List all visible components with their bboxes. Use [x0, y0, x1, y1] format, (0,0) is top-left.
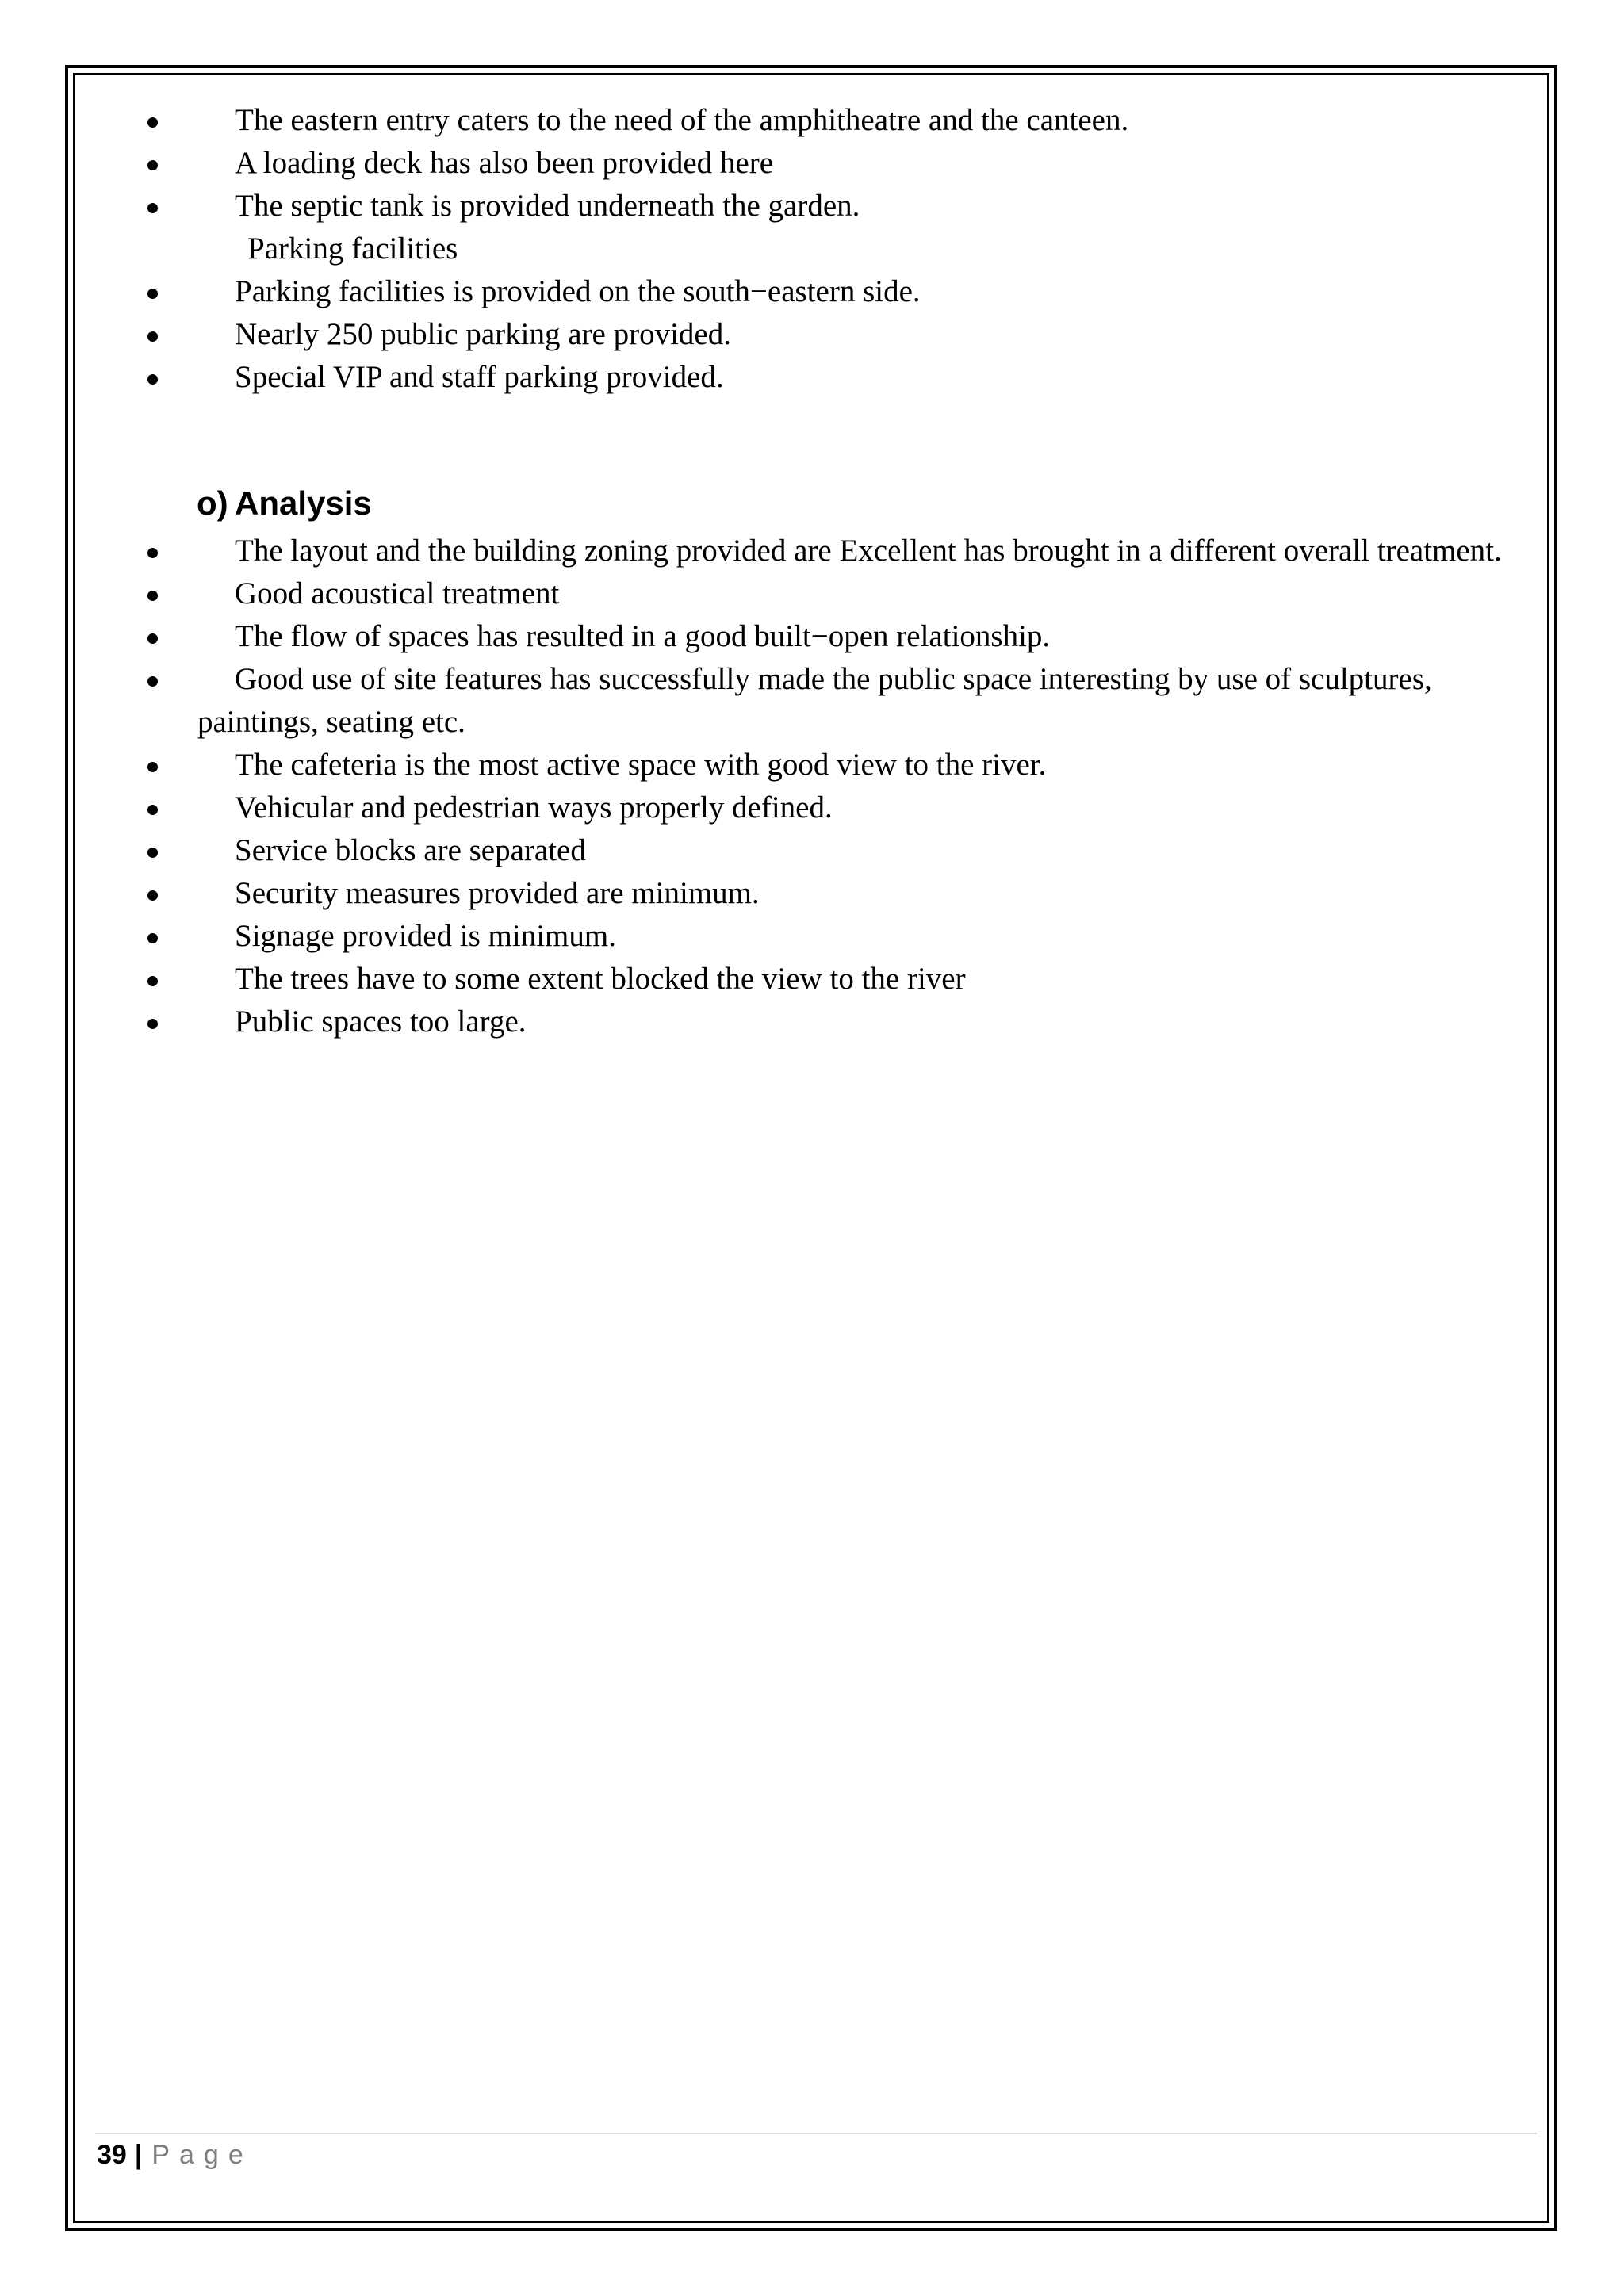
bullet-icon: [147, 676, 158, 687]
bullet-icon: [147, 331, 158, 342]
page-number: 39: [97, 2140, 127, 2170]
list-item: Service blocks are separated: [0, 829, 1624, 872]
bullet-icon: [147, 374, 158, 385]
page-label: Page: [151, 2140, 253, 2170]
list-item: The flow of spaces has resulted in a good built−open relationship.: [0, 615, 1624, 658]
bullet-icon: [147, 848, 158, 858]
section-title: Analysis: [235, 484, 372, 522]
bullet-icon: [147, 633, 158, 644]
list-item: Vehicular and pedestrian ways properly defined.: [0, 786, 1624, 829]
bullet-icon: [147, 976, 158, 986]
bullet-icon: [147, 548, 158, 558]
list-item: Nearly 250 public parking are provided.: [0, 313, 1624, 356]
list-item: Security measures provided are minimum.: [0, 872, 1624, 915]
list-item: Signage provided is minimum.: [0, 915, 1624, 958]
list-item: Good use of site features has successfully made the public space interesting by use of sculptures, paintings, seating etc.: [0, 658, 1624, 744]
parking-subheading: Parking facilities: [247, 232, 458, 266]
bullet-icon: [147, 933, 158, 943]
section-heading: [197, 480, 372, 527]
analysis-bullet-list: [0, 530, 1624, 1043]
list-item: A loading deck has also been provided here: [0, 142, 1624, 185]
bullet-icon: [147, 1019, 158, 1029]
list-item: The eastern entry caters to the need of the amphitheatre and the canteen.: [0, 99, 1624, 142]
list-item: Good acoustical treatment: [0, 572, 1624, 615]
list-item: The trees have to some extent blocked the view to the river: [0, 958, 1624, 1001]
bullet-icon: [147, 289, 158, 299]
footer-divider: [95, 2133, 1537, 2134]
bullet-icon: [147, 160, 158, 170]
bullet-icon: [147, 117, 158, 128]
list-item: Public spaces too large.: [0, 1001, 1624, 1043]
footer-separator: |: [134, 2140, 143, 2170]
list-item: Parking facilities is provided on the south−eastern side.: [0, 270, 1624, 313]
bullet-icon: [147, 591, 158, 601]
top-bullet-list: [0, 99, 1624, 228]
parking-bullet-list: [0, 270, 1624, 399]
section-number: o): [197, 484, 228, 522]
bullet-icon: [147, 890, 158, 901]
list-item: The cafeteria is the most active space with good view to the river.: [0, 744, 1624, 786]
bullet-icon: [147, 203, 158, 213]
list-item: Special VIP and staff parking provided.: [0, 356, 1624, 399]
bullet-icon: [147, 805, 158, 815]
page-footer: [97, 2137, 253, 2173]
bullet-icon: [147, 762, 158, 772]
list-item: The septic tank is provided underneath the garden.: [0, 185, 1624, 228]
list-item: The layout and the building zoning provided are Excellent has brought in a different overall treatment.: [0, 530, 1624, 572]
